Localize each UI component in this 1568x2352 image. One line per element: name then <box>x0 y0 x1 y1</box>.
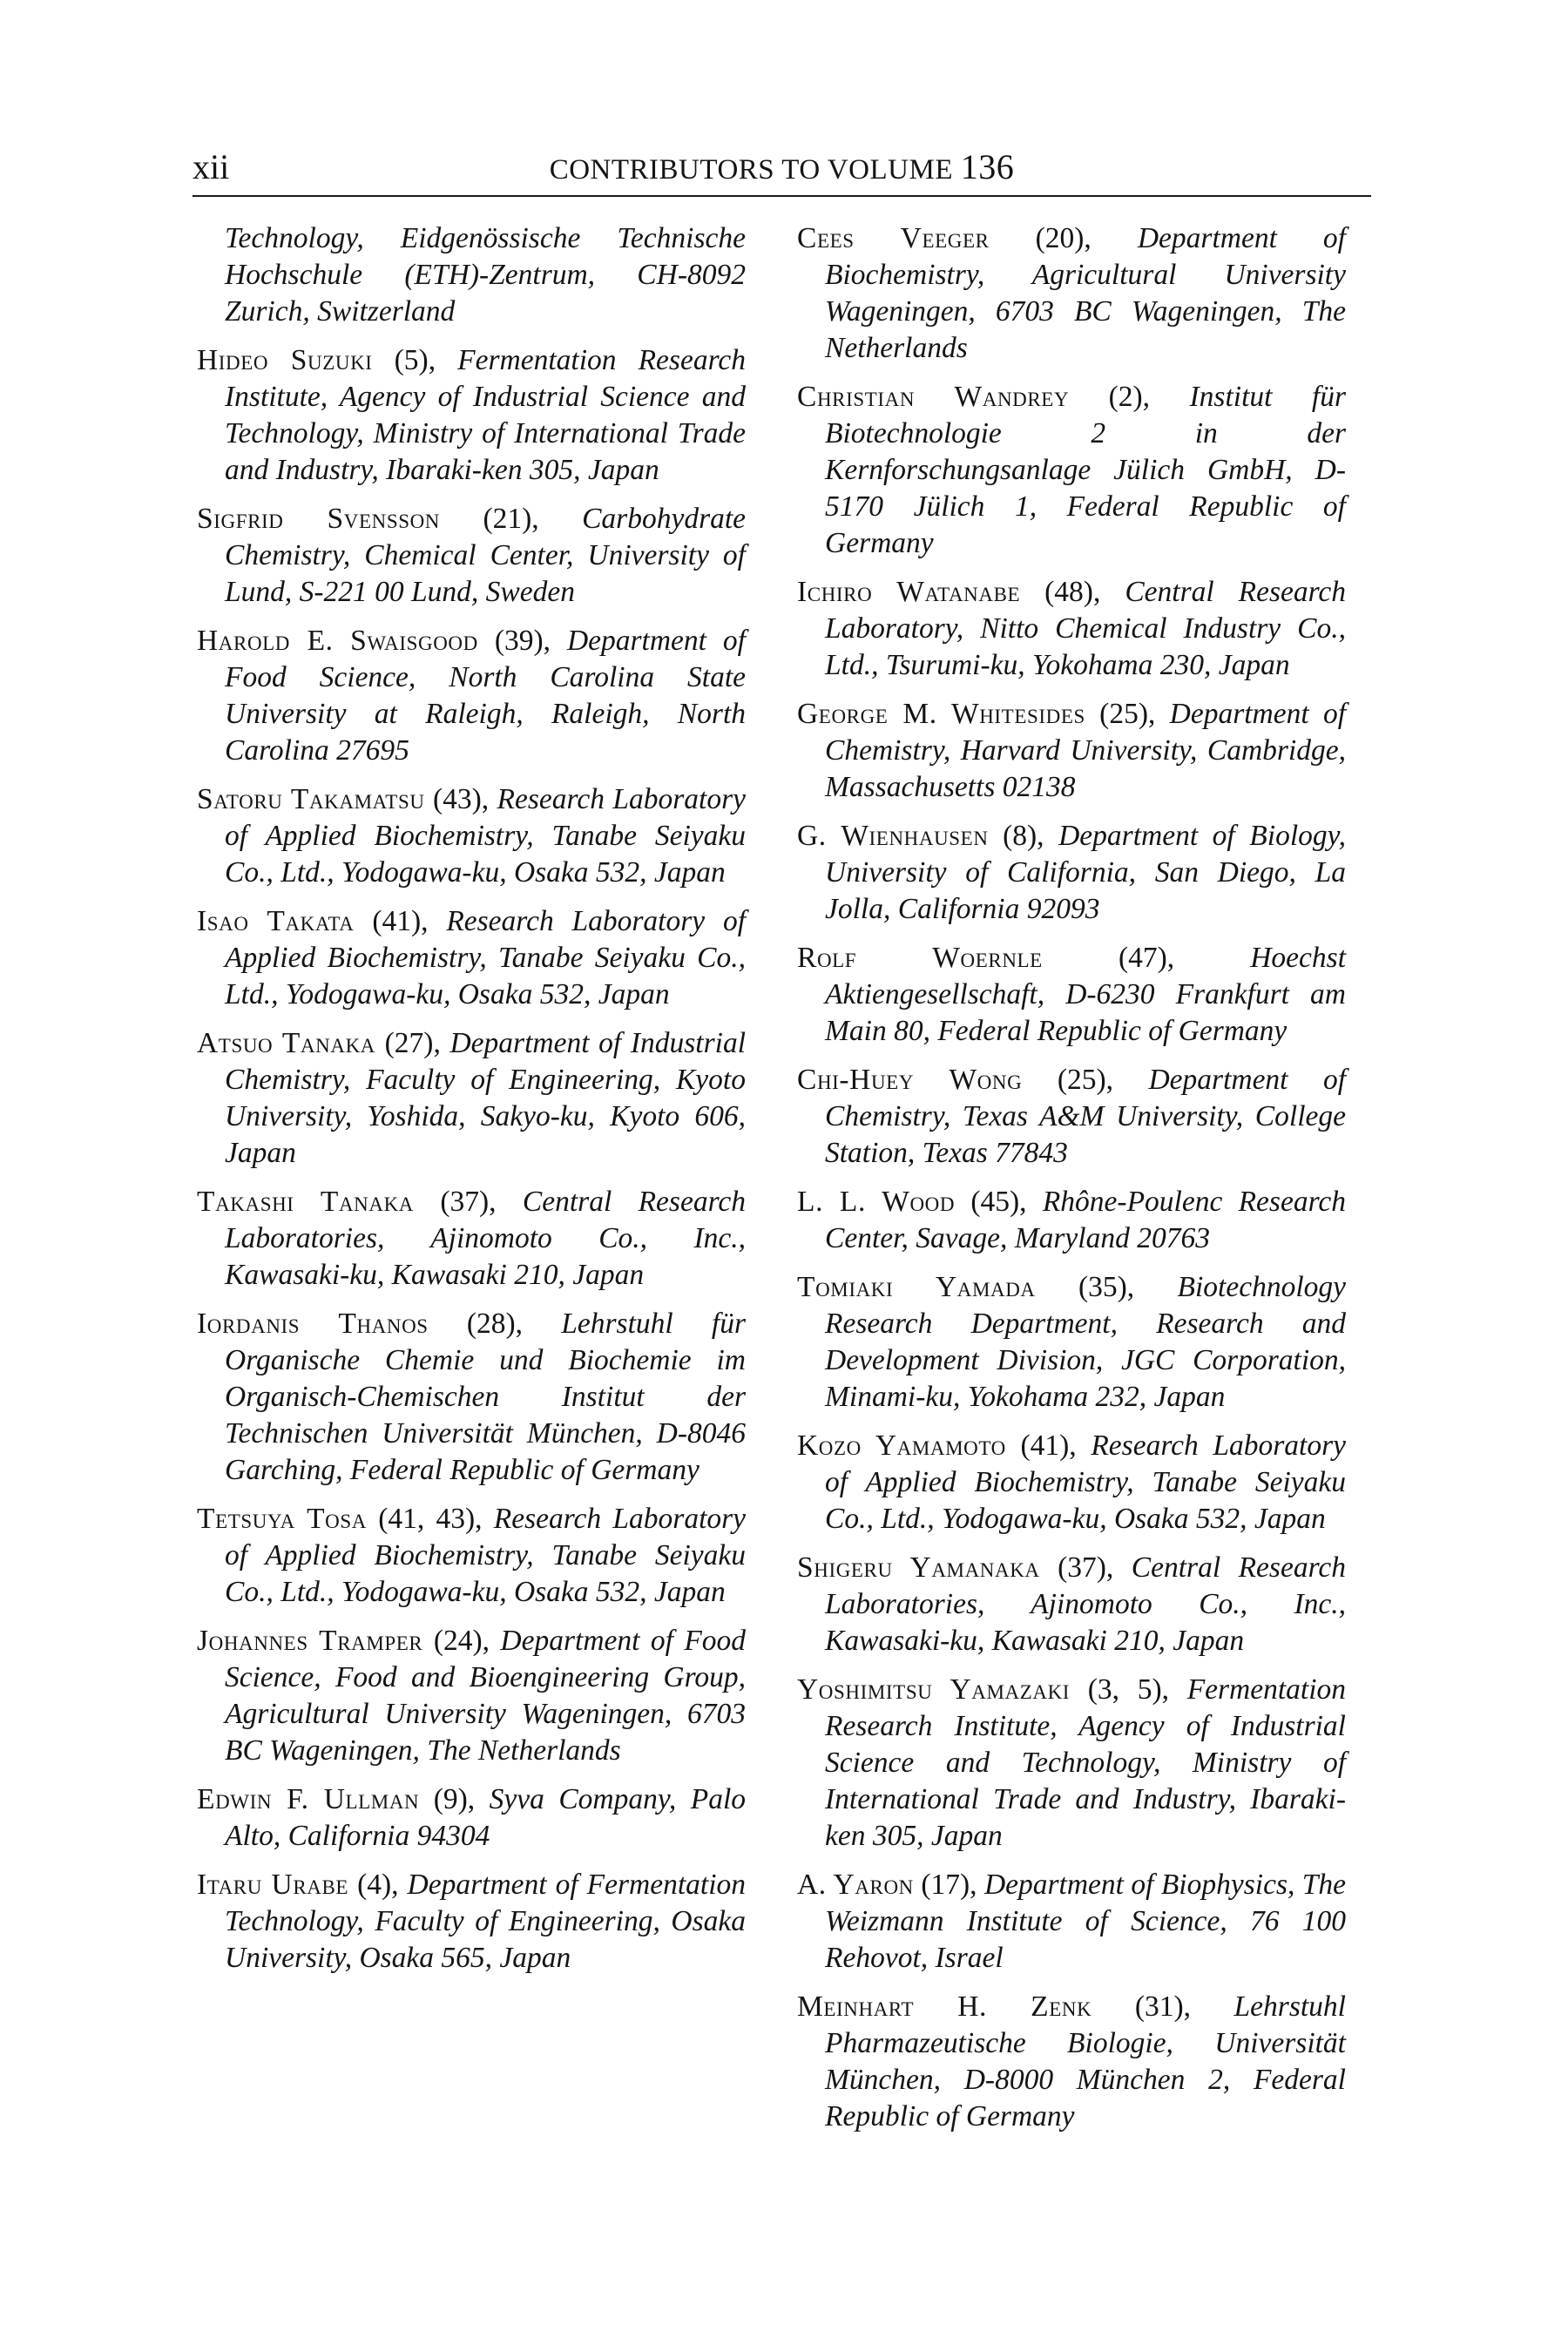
contributor-name: Satoru Takamatsu <box>197 783 425 815</box>
contributor-name: Iordanis Thanos <box>197 1308 429 1340</box>
contributor-entry <box>197 781 746 891</box>
contributor-affiliation: Department of Food Science, Food and Bioengineering Group, Agricultural University Wageningen, 6703 BC Wageningen, The Netherlands <box>225 1625 747 1767</box>
contributor-name: Atsuo Tanaka <box>197 1027 376 1059</box>
chapter-references: (41), <box>1020 1429 1077 1462</box>
contributor-entry <box>797 696 1346 806</box>
contributor-entry <box>797 1550 1346 1659</box>
contributor-entry <box>797 1269 1346 1416</box>
contributor-entry <box>797 818 1346 928</box>
chapter-references: (24), <box>433 1625 490 1657</box>
contributor-affiliation: Technology, Eidgenössische Technische Hochschule (ETH)-Zentrum, CH-8092 Zurich, Switzerland <box>225 222 746 328</box>
volume-number: 136 <box>960 147 1015 186</box>
contributor-name: Rolf Woernle <box>797 942 1043 974</box>
contributor-affiliation: Department of Biophysics, The Weizmann Institute of Science, 76 100 Rehovot, Israel <box>825 1869 1347 1974</box>
contributor-affiliation: Department of Biochemistry, Agricultural University Wageningen, 6703 BC Wageningen, The Netherlands <box>825 222 1346 364</box>
contributor-affiliation: Department of Fermentation Technology, Faculty of Engineering, Osaka University, Osaka 565, Japan <box>225 1869 747 1974</box>
contributor-affiliation: Department of Chemistry, Texas A&M University, College Station, Texas 77843 <box>825 1064 1347 1169</box>
contributor-entry <box>197 623 746 769</box>
running-head <box>193 148 1371 189</box>
chapter-references: (37), <box>1058 1551 1114 1584</box>
contributor-name: Itaru Urabe <box>197 1869 349 1901</box>
chapter-references: (27), <box>384 1027 441 1059</box>
contributor-name: G. Wienhausen <box>797 820 989 852</box>
contributor-name: Yoshimitsu Yamazaki <box>797 1673 1071 1706</box>
chapter-references: (31), <box>1134 1990 1192 2023</box>
contributor-affiliation: Central Research Laboratories, Ajinomoto Co., Inc., Kawasaki-ku, Kawasaki 210, Japan <box>225 1186 746 1291</box>
page-number: xii <box>193 147 230 186</box>
chapter-references: (8), <box>1003 820 1044 852</box>
chapter-references: (21), <box>483 503 539 535</box>
contributor-name: Shigeru Yamanaka <box>797 1551 1040 1584</box>
contributor-affiliation: Research Laboratory of Applied Biochemistry, Tanabe Seiyaku Co., Ltd., Yodogawa-ku, Osaka 532, Japan <box>225 1503 747 1608</box>
contributor-name: Kozo Yamamoto <box>797 1429 1006 1462</box>
contributor-name: Ichiro Watanabe <box>797 576 1021 608</box>
contributor-entry <box>197 1306 746 1489</box>
contributor-entry <box>197 1867 746 1977</box>
contributor-entry <box>197 1623 746 1769</box>
contributor-affiliation: Department of Chemistry, Harvard University, Cambridge, Massachusetts 02138 <box>825 698 1347 803</box>
contributor-affiliation: Biotechnology Research Department, Research and Development Division, JGC Corporation, Minami-ku, Yokohama 232, Japan <box>825 1271 1347 1413</box>
contributor-entry-continued <box>197 220 746 330</box>
contributor-affiliation: Rhône-Poulenc Research Center, Savage, Maryland 20763 <box>825 1186 1346 1254</box>
chapter-references: (25), <box>1099 698 1156 730</box>
chapter-references: (9), <box>433 1783 476 1815</box>
contributor-entry <box>797 940 1346 1050</box>
right-column <box>797 220 1346 2147</box>
contributor-name: Tetsuya Tosa <box>197 1503 367 1535</box>
contributor-affiliation: Research Laboratory of Applied Biochemistry, Tanabe Seiyaku Co., Ltd., Yodogawa-ku, Osaka 532, Japan <box>825 1429 1347 1535</box>
chapter-references: (43), <box>432 783 490 815</box>
chapter-references: (35), <box>1078 1271 1135 1303</box>
chapter-references: (45), <box>970 1186 1027 1218</box>
left-column <box>197 220 746 1989</box>
contributor-name: Hideo Suzuki <box>197 344 373 376</box>
chapter-references: (48), <box>1044 576 1101 608</box>
chapter-references: (28), <box>466 1308 524 1340</box>
contributor-affiliation: Department of Food Science, North Carolina State University at Raleigh, Raleigh, North Carolina 27695 <box>225 625 746 767</box>
contributor-name: Chi-Huey Wong <box>797 1064 1023 1096</box>
contributor-name: Meinhart H. Zenk <box>797 1990 1092 2023</box>
contributor-affiliation: Carbohydrate Chemistry, Chemical Center, University of Lund, S-221 00 Lund, Sweden <box>225 503 747 608</box>
contributor-entry <box>197 1184 746 1294</box>
contributor-entry <box>797 1184 1346 1257</box>
contributor-affiliation: Central Research Laboratories, Ajinomoto Co., Inc., Kawasaki-ku, Kawasaki 210, Japan <box>825 1551 1346 1657</box>
contributor-entry <box>797 220 1346 367</box>
contributor-affiliation: Lehrstuhl Pharmazeutische Biologie, Universität München, D-8000 München 2, Federal Republic of Germany <box>825 1990 1346 2132</box>
contributor-entry <box>797 574 1346 684</box>
chapter-references: (3, 5), <box>1087 1673 1169 1706</box>
page-header <box>193 146 1371 197</box>
contributor-name: Tomiaki Yamada <box>797 1271 1036 1303</box>
contributor-name: Harold E. Swaisgood <box>197 625 478 657</box>
contributor-entry <box>797 1428 1346 1538</box>
contributor-entry <box>197 1025 746 1172</box>
chapter-references: (47), <box>1118 942 1175 974</box>
contributor-entry <box>797 1867 1346 1977</box>
chapter-references: (5), <box>394 344 436 376</box>
contributor-entry <box>797 1672 1346 1855</box>
running-head-title: CONTRIBUTORS TO VOLUME <box>549 154 954 186</box>
contributor-entry <box>197 342 746 489</box>
chapter-references: (2), <box>1108 381 1151 413</box>
chapter-references: (4), <box>357 1869 399 1901</box>
contributor-affiliation: Central Research Laboratory, Nitto Chemical Industry Co., Ltd., Tsurumi-ku, Yokohama 230, Japan <box>825 576 1347 681</box>
contributor-affiliation: Department of Biology, University of California, San Diego, La Jolla, California 92093 <box>825 820 1347 925</box>
contributor-name: Johannes Tramper <box>197 1625 423 1657</box>
contributor-affiliation: Research Laboratory of Applied Biochemistry, Tanabe Seiyaku Co., Ltd., Yodogawa-ku, Osaka 532, Japan <box>225 783 746 889</box>
contributor-name: Edwin F. Ullman <box>197 1783 420 1815</box>
contributor-name: A. Yaron <box>797 1869 914 1901</box>
contributor-affiliation: Lehrstuhl für Organische Chemie und Biochemie im Organisch-Chemischen Institut der Technischen Universität München, D-8046 Garching, Federal Republic of Germany <box>225 1308 746 1486</box>
chapter-references: (41, 43), <box>378 1503 483 1535</box>
contributor-entry <box>197 501 746 611</box>
contributor-entry <box>797 1062 1346 1172</box>
contributor-entry <box>797 1989 1346 2135</box>
chapter-references: (37), <box>440 1186 497 1218</box>
contributor-name: Sigfrid Svensson <box>197 503 441 535</box>
contributor-affiliation: Fermentation Research Institute, Agency of Industrial Science and Technology, Ministry of International Trade and Industry, Ibaraki-ken 305, Japan <box>225 344 746 486</box>
contributor-entry <box>197 1501 746 1611</box>
chapter-references: (25), <box>1057 1064 1113 1096</box>
contributor-name: L. L. Wood <box>797 1186 956 1218</box>
contributor-affiliation: Hoechst Aktiengesellschaft, D-6230 Frankfurt am Main 80, Federal Republic of Germany <box>825 942 1347 1047</box>
contributor-name: Christian Wandrey <box>797 381 1070 413</box>
chapter-references: (17), <box>921 1869 977 1901</box>
contributor-entry <box>197 903 746 1013</box>
contributor-name: Cees Veeger <box>797 222 990 254</box>
contributor-name: Takashi Tanaka <box>197 1186 415 1218</box>
contributor-entry <box>797 379 1346 562</box>
contributor-entry <box>197 1781 746 1855</box>
contributor-affiliation: Syva Company, Palo Alto, California 94304 <box>225 1783 747 1852</box>
chapter-references: (39), <box>494 625 551 657</box>
contributor-affiliation: Department of Industrial Chemistry, Faculty of Engineering, Kyoto University, Yoshida, Sakyo-ku, Kyoto 606, Japan <box>225 1027 746 1169</box>
contributor-name: George M. Whitesides <box>797 698 1085 730</box>
contributor-name: Isao Takata <box>197 905 355 937</box>
contributor-affiliation: Fermentation Research Institute, Agency of Industrial Science and Technology, Ministry of International Trade and Industry, Ibaraki-ken 305, Japan <box>825 1673 1347 1852</box>
chapter-references: (41), <box>372 905 429 937</box>
chapter-references: (20), <box>1035 222 1092 254</box>
contributor-affiliation: Research Laboratory of Applied Biochemistry, Tanabe Seiyaku Co., Ltd., Yodogawa-ku, Osaka 532, Japan <box>225 905 746 1010</box>
contributor-affiliation: Institut für Biotechnologie 2 in der Kernforschungsanlage Jülich GmbH, D-5170 Jülich 1, Federal Republic of Germany <box>825 381 1346 559</box>
